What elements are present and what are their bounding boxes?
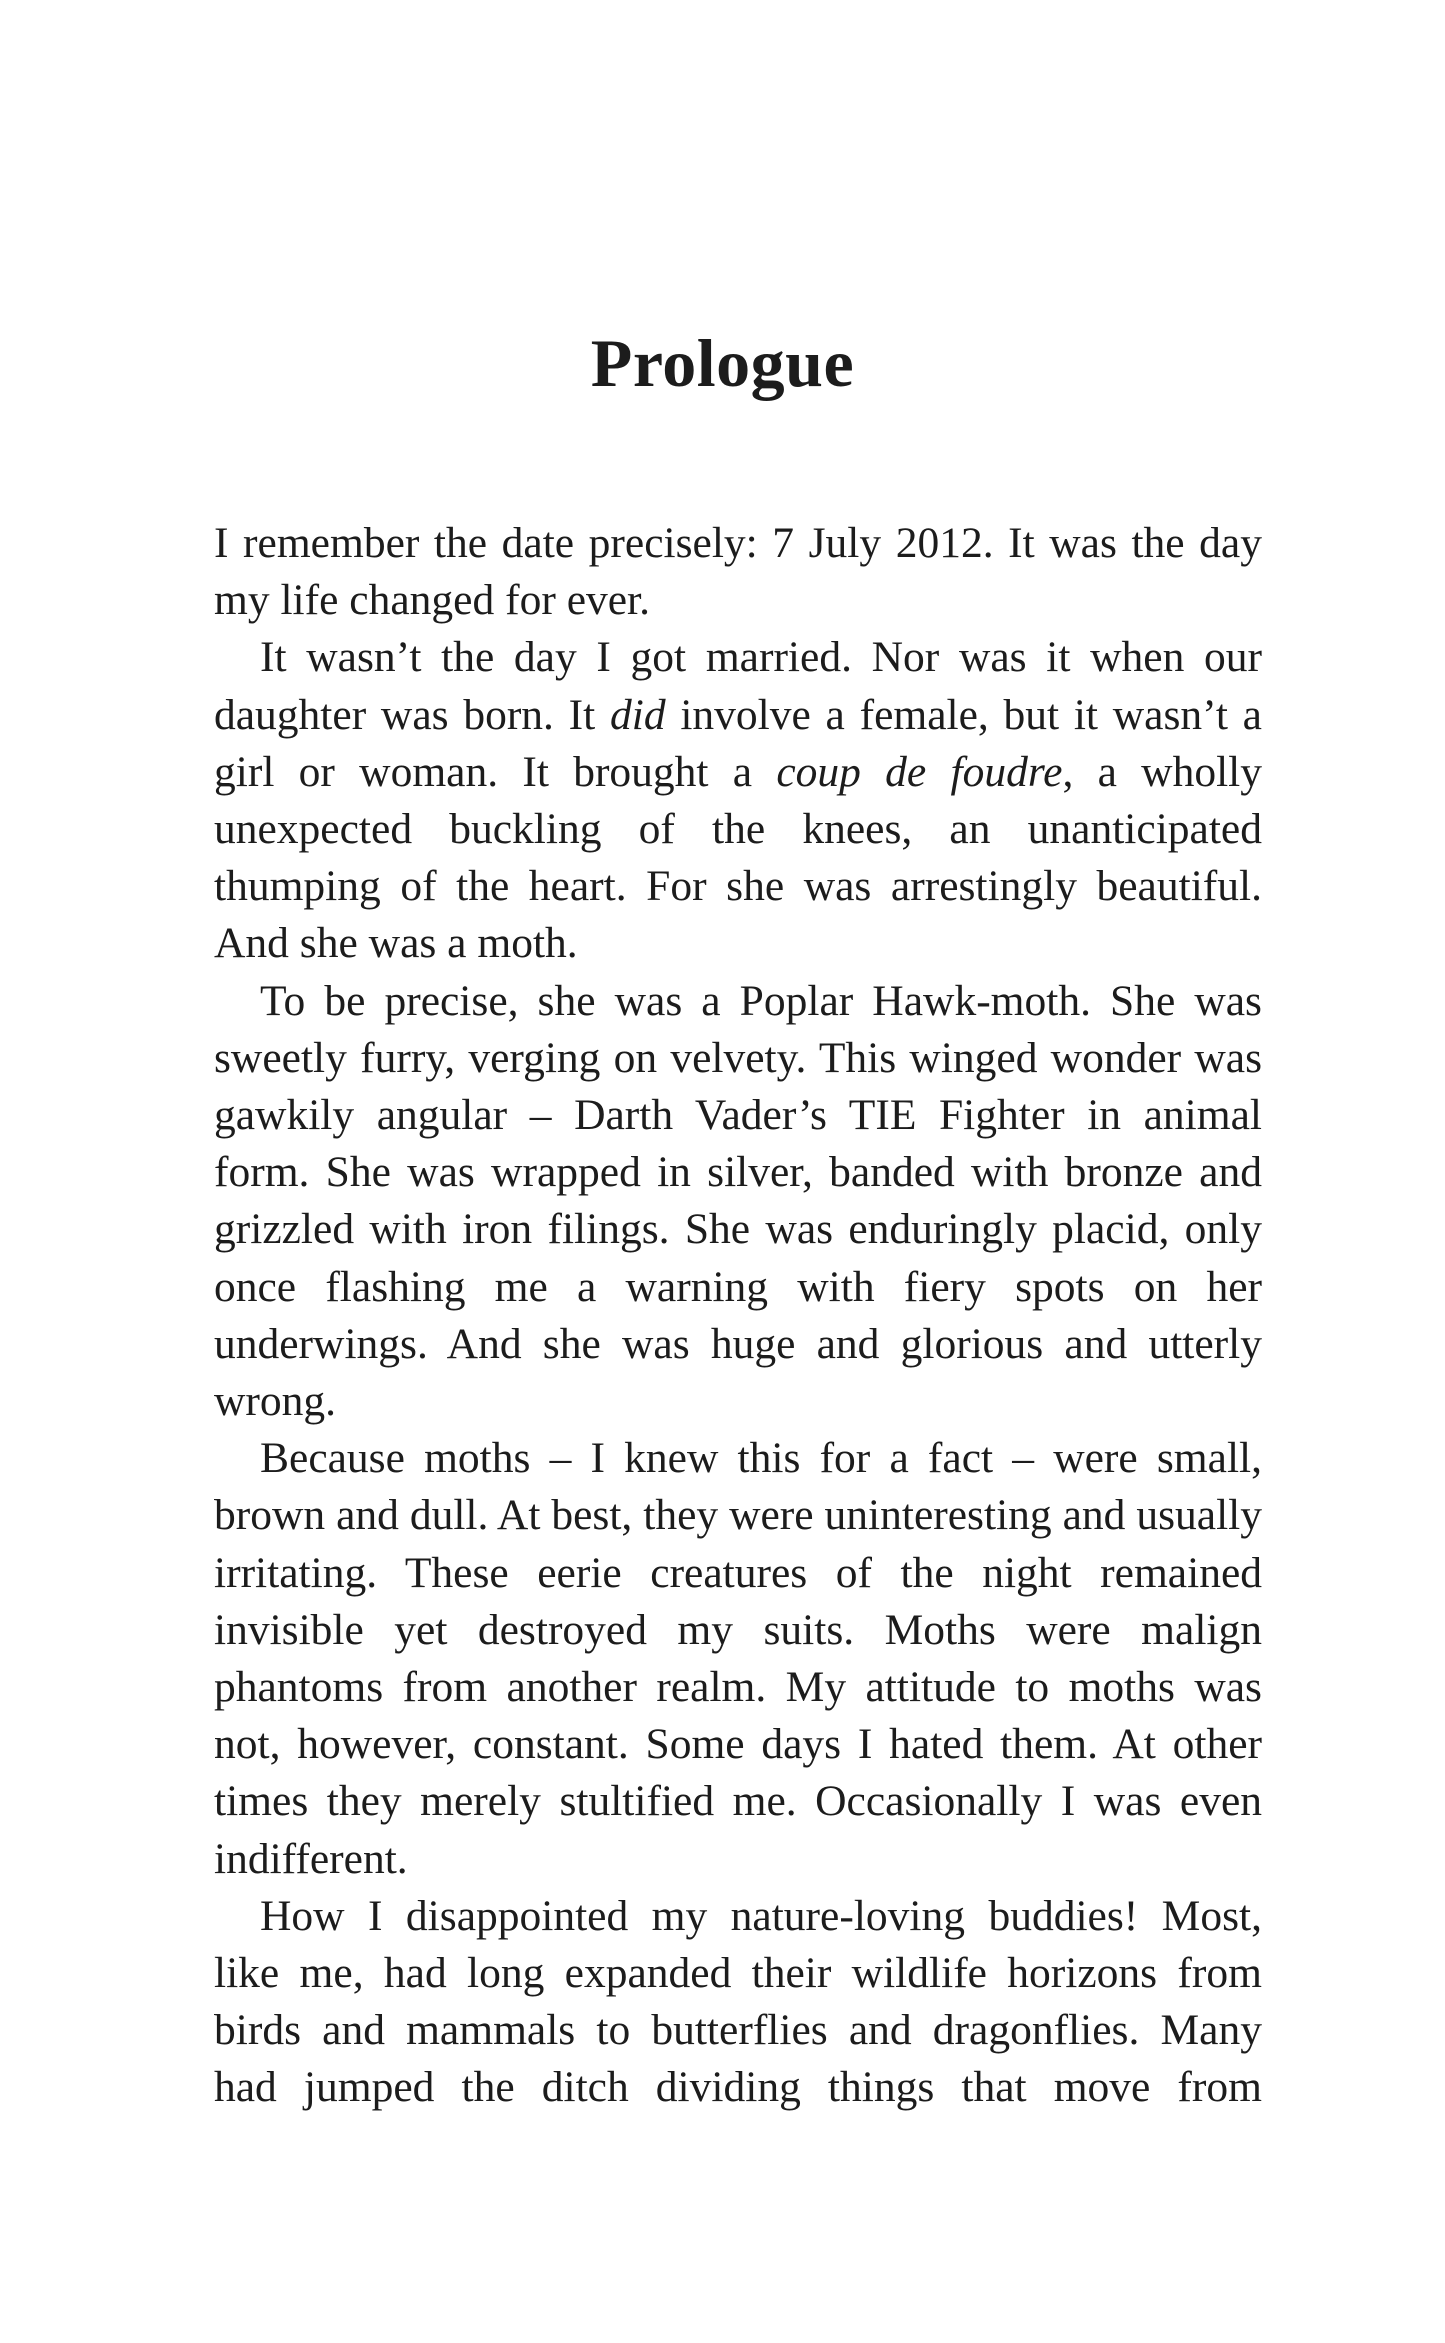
- paragraph-2: [214, 629, 1262, 972]
- paragraph-4: Because moths – I knew this for a fact – were small, brown and dull. At best, they were uninteresting and usually irritating. These eerie creatures of the night remained invisible yet destroyed my suits. Moths were malign phantoms from another realm. My attitude to moths was not, however, constant. Some days I hated them. At other times they merely stultified me. Occasionally I was even indifferent.: [214, 1434, 1262, 1883]
- paragraph-5: How I disappointed my nature-loving buddies! Most, like me, had long expanded their wildlife horizons from birds and mammals to butterflies and dragonflies. Many had jumped the ditch dividing things that move from: [214, 1891, 1262, 2112]
- chapter-title: Prologue: [590, 325, 855, 401]
- paragraph-2-emphasis-coup-de-foudre: coup de foudre: [776, 747, 1063, 796]
- paragraph-2-part-2: involve a female, but it wasn’t a girl or woman. It brought a: [214, 690, 1262, 796]
- paragraph-1: I remember the date precisely: 7 July 2012. It was the day my life changed for ever.: [214, 519, 1262, 625]
- paragraph-2-part-1: It wasn’t the day I got married. Nor was it when our daughter was born. It: [214, 633, 1262, 739]
- paragraph-2-part-3: , a wholly unexpected buckling of the knees, an unanticipated thumping of the heart. For she was arrestingly beautiful. And she was a moth.: [214, 747, 1262, 968]
- paragraph-2-emphasis-did: did: [609, 690, 666, 739]
- chapter-body: [214, 515, 1262, 2117]
- paragraph-3: To be precise, she was a Poplar Hawk-moth. She was sweetly furry, verging on velvety. This winged wonder was gawkily angular – Darth Vader’s TIE Fighter in animal form. She was wrapped in silver, banded with bronze and grizzled with iron filings. She was enduringly placid, only once flashing me a warning with fiery spots on her underwings. And she was huge and glorious and utterly wrong.: [214, 976, 1262, 1426]
